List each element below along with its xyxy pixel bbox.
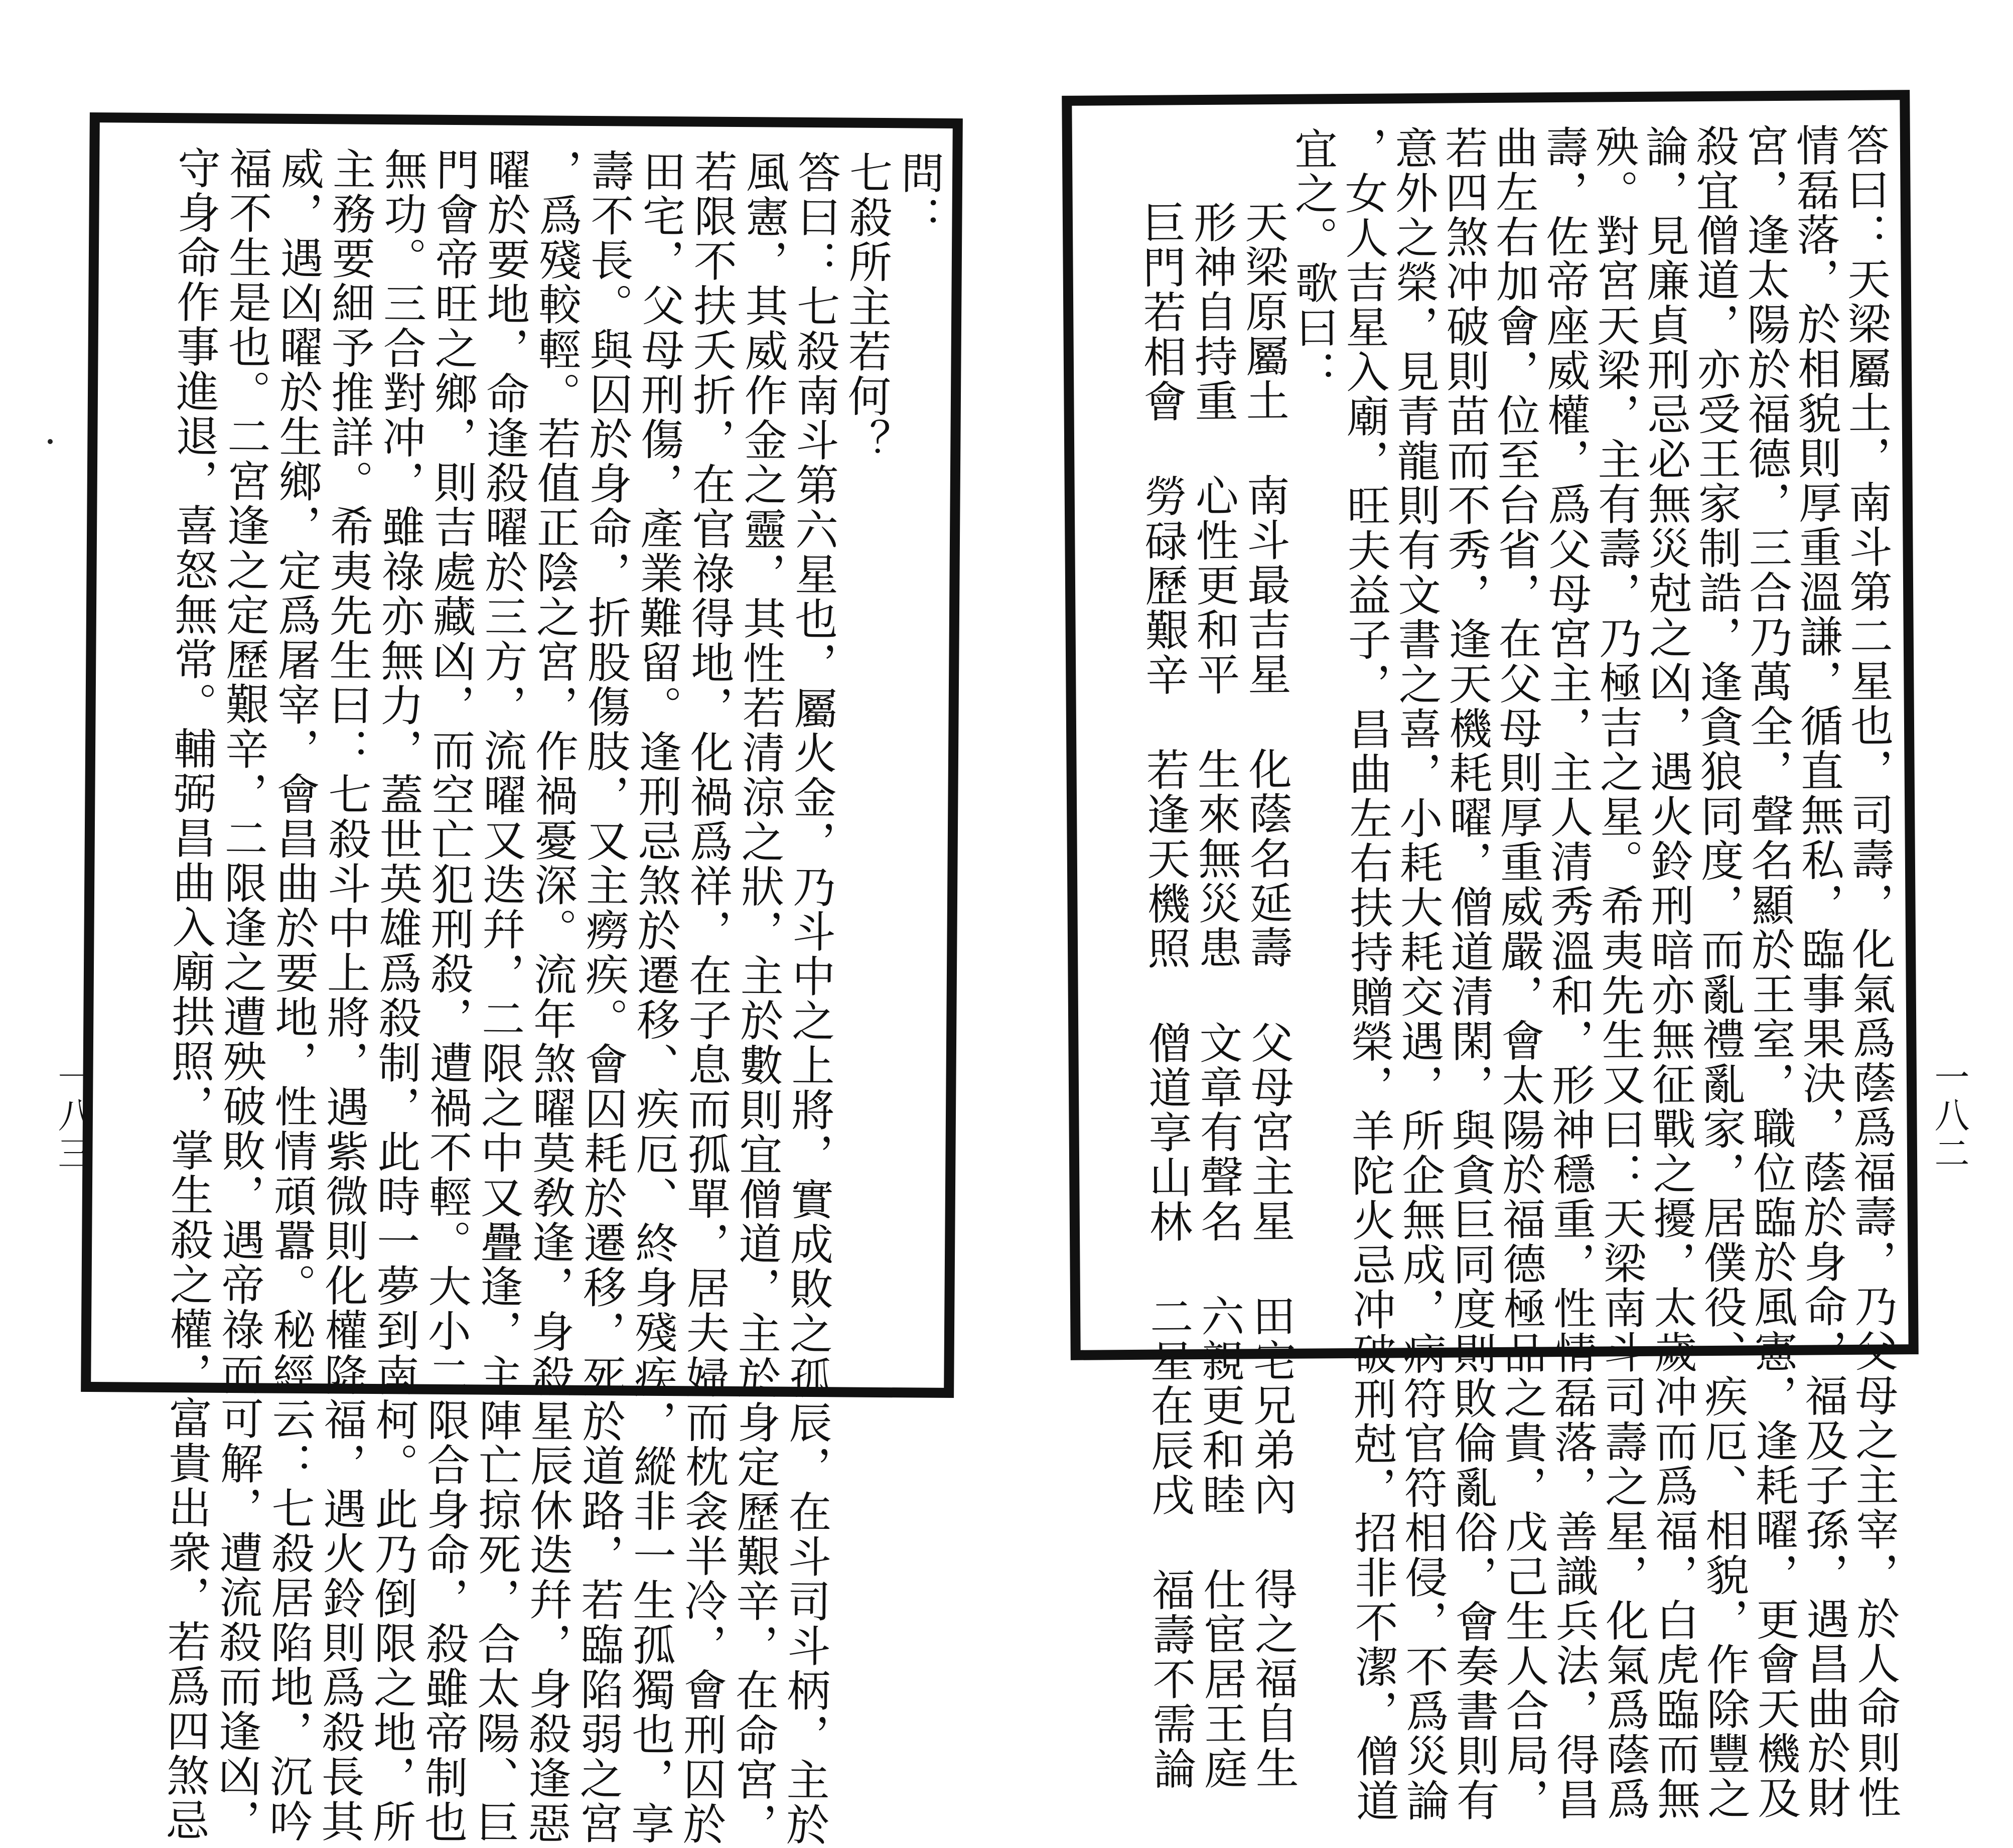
left-text-column: 門會帝旺之鄉，則吉處藏凶，而空亡犯刑殺，遭禍不輕。大小二限合身命，殺雖帝制也 <box>416 147 479 1845</box>
song-phrase: 田宅兄弟內 <box>1244 1293 1297 1517</box>
left-text-column: ，爲殘較輕。若值正陰之宮，作禍憂深。流年煞曜莫敎逢，身殺星辰休迭幷，身殺逢惡 <box>520 148 583 1845</box>
right-text-column: 壽，佐帝座威權，爲父母宮主，主人清秀溫和，形神穩重，性情磊落，善識兵法，得昌 <box>1537 124 1600 1822</box>
song-phrase: 文章有聲名 <box>1192 1020 1244 1244</box>
song-phrase: 巨門若相會 <box>1134 200 1187 424</box>
song-phrase: 化蔭名延壽 <box>1241 746 1293 970</box>
stray-dot-mark <box>48 439 53 444</box>
song-phrase: 南斗最吉星 <box>1239 473 1291 697</box>
song-phrase: 父母宮主星 <box>1243 1020 1295 1244</box>
song-phrase: 得之福自生 <box>1246 1567 1299 1791</box>
left-text-column: 福不生是也。二宮逢之定歷艱辛，二限逢之遭殃破敗，遇帝祿而可解，遭流殺而逢凶， <box>210 146 272 1843</box>
song-phrase: 心性更和平 <box>1188 473 1240 697</box>
right-text-column: 殺宜僧道，亦受王家制誥，逢貪狼同度，而亂禮亂家，居僕役、疾厄、相貌，作除豐之 <box>1688 123 1751 1821</box>
song-phrase: 天梁原屬土 <box>1237 199 1289 423</box>
right-text-column: 意外之榮，見青龍則有文書之喜，小耗大耗交遇，所企無成，病符官符相侵，不爲災論 <box>1387 125 1450 1823</box>
left-text-column: 七殺所主若何？ <box>840 150 893 464</box>
song-phrase: 生來無災患 <box>1190 747 1242 971</box>
song-phrase: 勞碌歷艱辛 <box>1136 474 1189 697</box>
song-phrase: 福壽不需論 <box>1144 1568 1196 1791</box>
song-phrase: 僧道享山林 <box>1140 1021 1193 1244</box>
right-text-column: ，女人吉星入廟，旺夫益子，昌曲左右扶持贈榮，羊陀火忌冲破刑尅，招非不潔，僧道 <box>1337 126 1399 1824</box>
song-phrase: 二星在辰戌 <box>1142 1294 1195 1518</box>
left-page-frame <box>81 112 963 1847</box>
left-text-column: 主務要細予推詳。希夷先生曰：七殺斗中上將，遇紫微則化權降福，遇火鈴則爲殺長其 <box>313 147 376 1844</box>
right-text-column: 答曰：天梁屬土，南斗第二星也，司壽，化氣爲蔭爲福壽，乃父母之主宰，於人命則性 <box>1838 122 1901 1820</box>
left-text-column: 無功。三合對冲，雖祿亦無力，蓋世英雄爲殺制，此時一夢到南柯。此乃倒限之地，所 <box>365 147 427 1844</box>
song-column <box>1237 199 1299 1791</box>
song-column <box>1186 200 1247 1791</box>
right-text-column: 情磊落，於相貌則厚重溫謙，循直無私，臨事果決，蔭於身命，福及子孫，遇昌曲於財 <box>1788 123 1851 1820</box>
right-text-column: 宜之。歌曰： <box>1286 126 1339 395</box>
left-text-column: 風憲，其威作金之靈，其性若清涼之狀，主於數則宜僧道，主於身定歷艱辛，在命宮， <box>727 149 789 1847</box>
song-column <box>1134 200 1196 1791</box>
left-text-column: 壽不長。與囚於身命，折股傷肢，又主癆疾。會囚耗於遷移，死於道路，若臨陷弱之宮 <box>571 148 634 1846</box>
left-text-column: 威，遇凶曜於生鄉，定爲屠宰，會昌曲於要地，性情頑囂。秘經云：七殺居陷地，沉吟 <box>261 146 324 1844</box>
song-phrase: 形神自持重 <box>1186 200 1238 424</box>
right-page-number: 一八二 <box>1929 1059 1970 1173</box>
right-text-column: 曲左右加會，位至台省，在父母則厚重威嚴，會太陽於福德極品之貴，戊己生人合局， <box>1487 125 1550 1822</box>
left-text-column: 若限不扶夭折，在官祿得地，化禍爲祥，在子息而孤單，居夫婦而枕衾半冷，會刑囚於 <box>675 149 738 1846</box>
left-text-column: 答曰：七殺南斗第六星也，屬火金，乃斗中之上將，實成敗之孤辰，在斗司斗柄，主於 <box>778 150 841 1847</box>
right-page-frame <box>1062 90 1919 1824</box>
left-text-body <box>100 122 953 1847</box>
left-page-number: 一八三 <box>52 1059 93 1173</box>
left-text-column: 問： <box>893 151 944 240</box>
song-phrase: 仕宦居王庭 <box>1195 1567 1247 1791</box>
song-phrase: 若逢天機照 <box>1138 747 1191 971</box>
right-text-column: 宮，逢太陽於福德，三合乃萬全，聲名顯於王室，職位臨於風憲，逢耗曜，更會天機及 <box>1738 123 1801 1821</box>
right-text-column: 殃。對宮天梁，主有壽，乃極吉之星。希夷先生又曰：天梁南斗司壽之星，化氣爲蔭爲 <box>1588 124 1650 1822</box>
left-text-column: 田宅，父母刑傷，產業難留。逢刑忌煞於遷移、疾厄、終身殘疾，縱非一生孤獨也，享 <box>623 149 686 1846</box>
left-text-column: 曜於要地，命逢殺曜於三方，流曜又迭幷，二限之中又疊逢，主陣亡掠死，合太陽、巨 <box>468 148 531 1845</box>
right-text-column: 論，見廉貞刑忌必無災尅之凶，遇火鈴刑暗亦無征戰之擾，太歲冲而爲福，白虎臨而無 <box>1638 124 1700 1821</box>
song-phrase: 六親更和睦 <box>1193 1294 1246 1518</box>
left-text-column: 守身命作事進退，喜怒無常。輔弼昌曲入廟拱照，掌生殺之權，富貴出衆，若爲四煞忌 <box>158 146 221 1843</box>
right-text-column: 若四煞冲破則苗而不秀，逢天機耗曜，僧道清閑，與貪巨同度則敗倫亂俗，會奏書則有 <box>1437 125 1500 1823</box>
